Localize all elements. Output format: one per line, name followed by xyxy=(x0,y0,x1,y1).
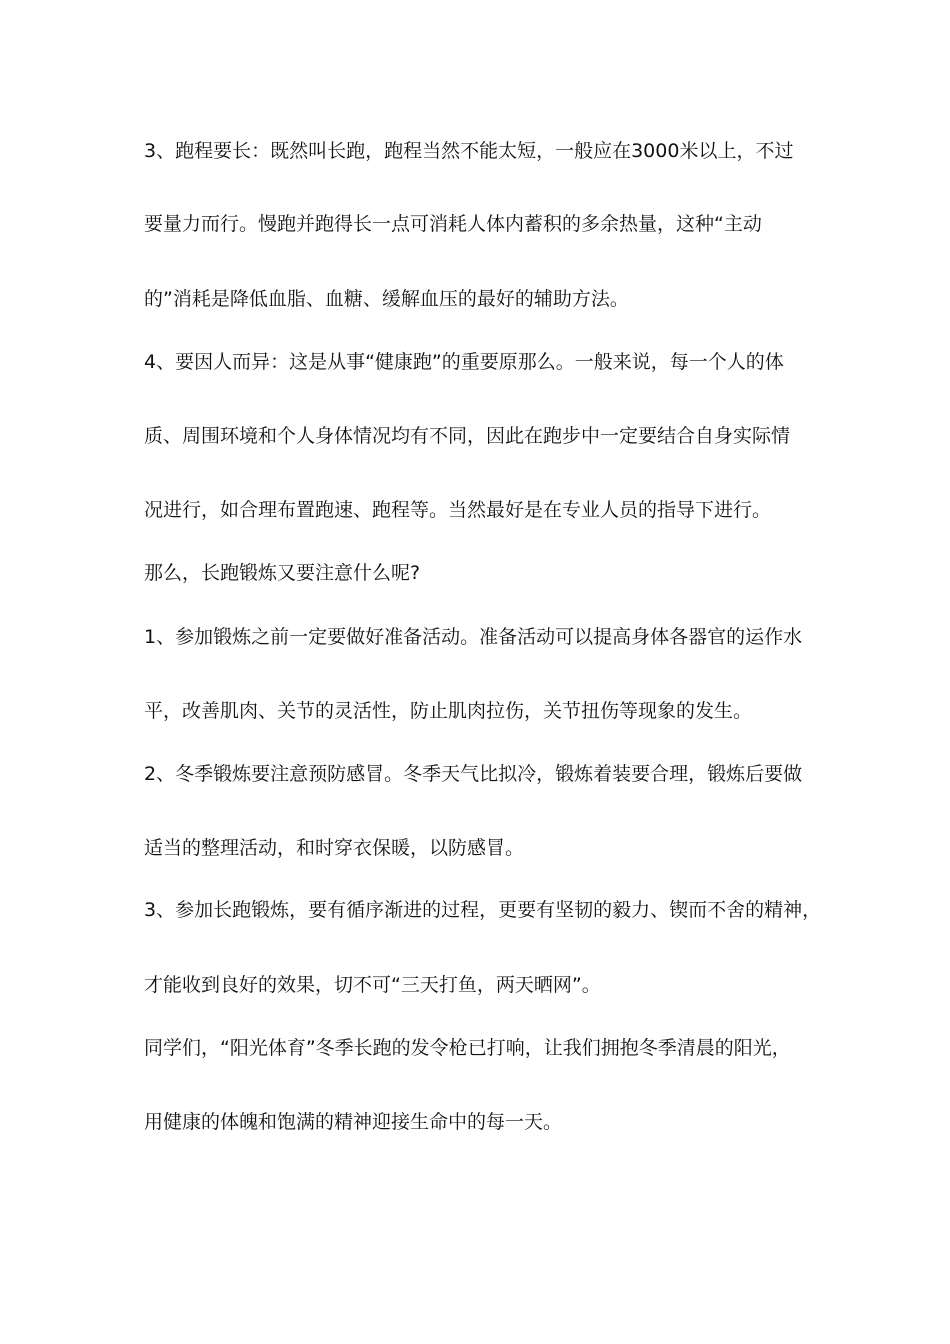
text-line-8: 1、参加锻炼之前一定要做好准备活动。准备活动可以提高身体各器官的运作水 xyxy=(144,626,803,648)
text-line-11: 适当的整理活动，和时穿衣保暖，以防感冒。 xyxy=(144,837,525,859)
text-line-14: 同学们，“阳光体育”冬季长跑的发令枪已打响，让我们拥抱冬季清晨的阳光， xyxy=(144,1037,791,1059)
text-line-9: 平，改善肌肉、关节的灵活性，防止肌肉拉伤，关节扭伤等现象的发生。 xyxy=(144,700,753,722)
text-line-2: 要量力而行。慢跑并跑得长一点可消耗人体内蓄积的多余热量，这种“主动 xyxy=(144,213,762,235)
text-line-13: 才能收到良好的效果，切不可“三天打鱼，两天晒网”。 xyxy=(144,974,601,996)
text-line-3: 的”消耗是降低血脂、血糖、缓解血压的最好的辅助方法。 xyxy=(144,288,629,310)
text-line-7: 那么，长跑锻炼又要注意什么呢? xyxy=(144,562,421,584)
text-line-5: 质、周围环境和个人身体情况均有不同，因此在跑步中一定要结合自身实际情 xyxy=(144,425,791,447)
text-line-4: 4、要因人而异：这是从事“健康跑”的重要原那么。一般来说，每一个人的体 xyxy=(144,351,784,373)
text-line-12: 3、参加长跑锻炼，要有循序渐进的过程，更要有坚韧的毅力、锲而不舍的精神， xyxy=(144,899,822,921)
text-line-6: 况进行，如合理布置跑速、跑程等。当然最好是在专业人员的指导下进行。 xyxy=(144,499,772,521)
text-line-15: 用健康的体魄和饱满的精神迎接生命中的每一天。 xyxy=(144,1111,563,1133)
text-line-1: 3、跑程要长：既然叫长跑，跑程当然不能太短，一般应在3000米以上，不过 xyxy=(144,140,794,162)
text-line-10: 2、冬季锻炼要注意预防感冒。冬季天气比拟冷，锻炼着装要合理，锻炼后要做 xyxy=(144,763,803,785)
